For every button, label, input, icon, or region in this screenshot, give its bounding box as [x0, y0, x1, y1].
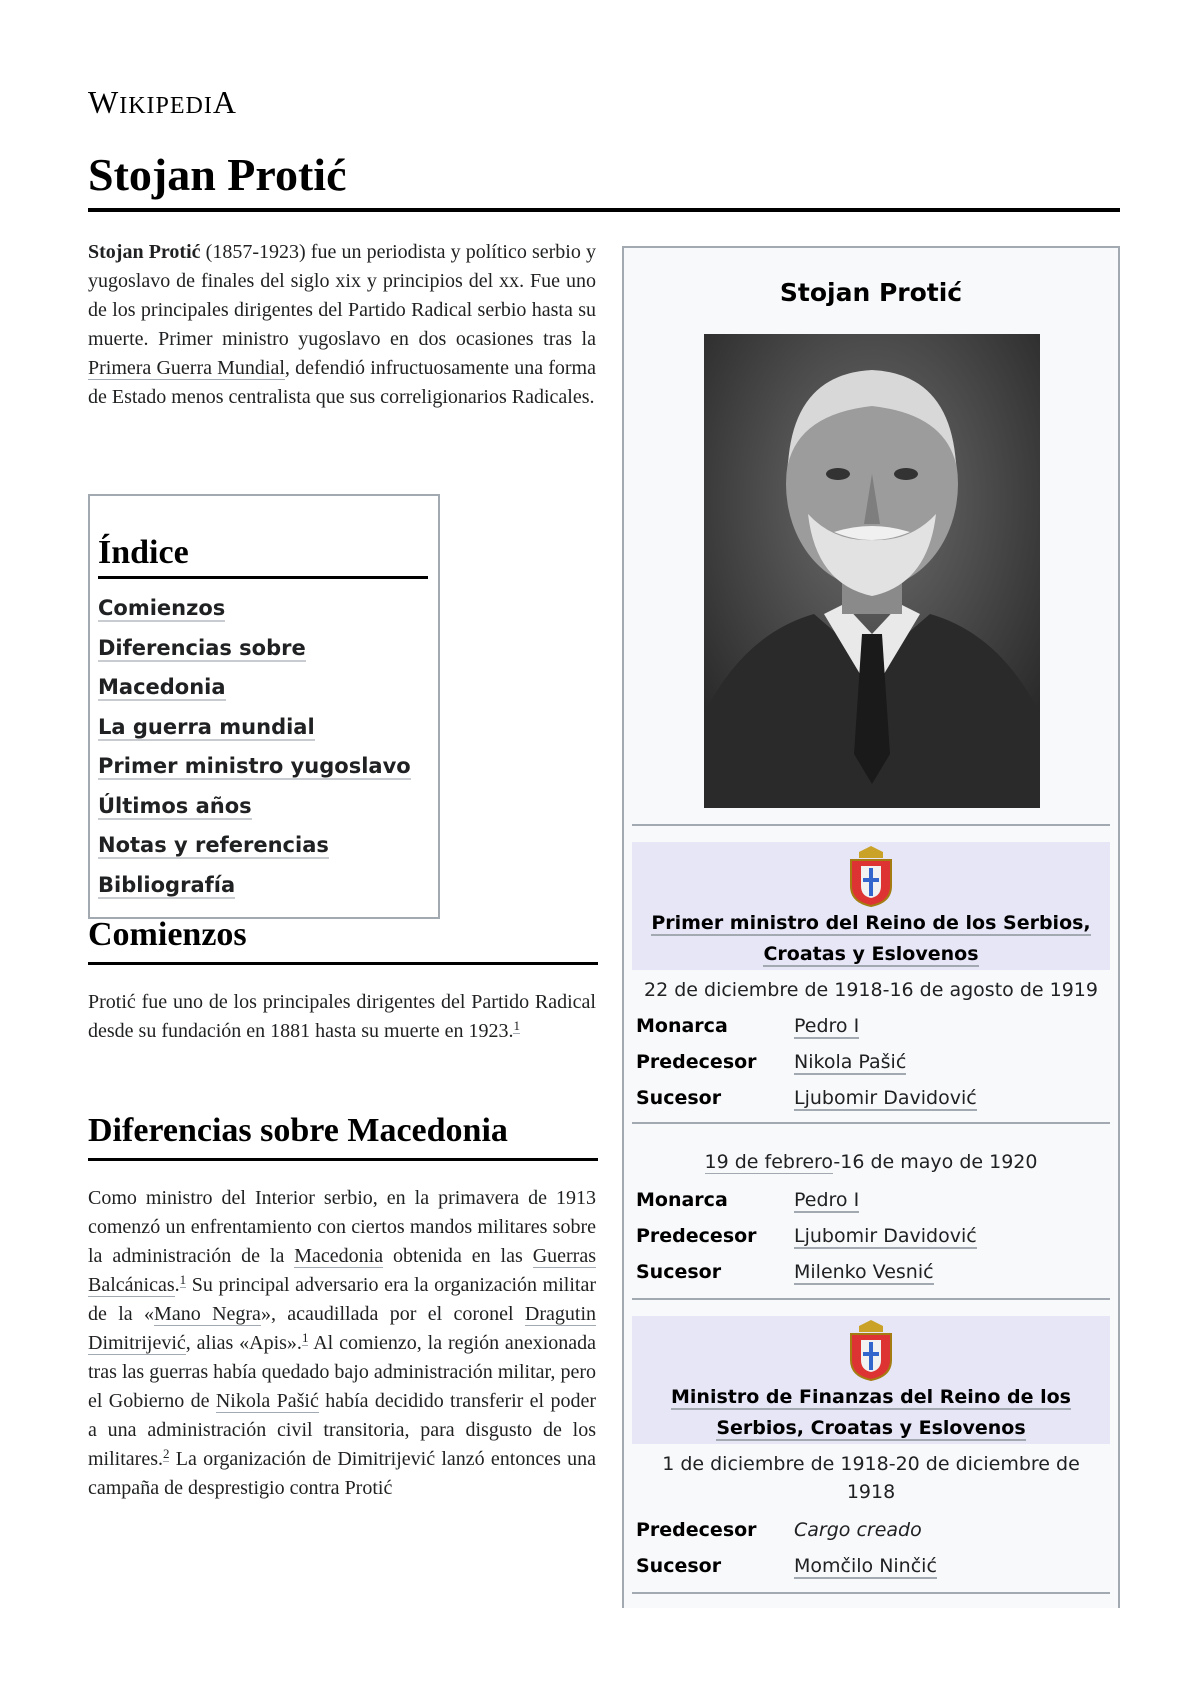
infobox-divider — [632, 824, 1110, 826]
link-macedonia[interactable]: Macedonia — [294, 1245, 384, 1267]
link-primera-guerra-mundial[interactable]: Primera Guerra Mundial — [88, 357, 285, 379]
reference-link[interactable]: 1 — [301, 1330, 309, 1345]
term-dates: 1 de diciembre de 1918-20 de diciembre de 1918 — [662, 1453, 1080, 1503]
toc-item-notas-referencias[interactable]: Notas y referencias — [98, 833, 329, 857]
portrait-image[interactable] — [704, 334, 1040, 808]
toc-item-bibliografia[interactable]: Bibliografía — [98, 872, 236, 897]
toc-item-comienzos[interactable]: Comienzos — [98, 596, 226, 620]
page-title: Stojan Protić — [88, 149, 347, 200]
coat-of-arms-icon — [845, 1320, 897, 1382]
title-divider — [88, 208, 1120, 212]
section-comienzos — [88, 988, 596, 1046]
toc-item-guerra-mundial[interactable]: La guerra mundial — [98, 714, 315, 739]
infobox-divider — [632, 1592, 1110, 1594]
link-sucesor[interactable]: Ljubomir Davidović — [794, 1087, 977, 1109]
term-dates: 22 de diciembre de 1918-16 de agosto de 1919 — [644, 979, 1098, 1001]
office-caption[interactable]: Primer ministro del Reino de los Serbios, Croatas y Eslovenos — [651, 912, 1091, 965]
office-caption[interactable]: Ministro de Finanzas del Reino de los Serbios, Croatas y Eslovenos — [671, 1386, 1071, 1439]
toc-item-ultimos-anos[interactable]: Últimos años — [98, 793, 252, 818]
intro-section — [88, 238, 596, 412]
link-sucesor[interactable]: Momčilo Ninčić — [794, 1555, 937, 1577]
wikipedia-logo[interactable]: WIKIPEDIA — [88, 84, 237, 120]
reference-link[interactable]: 1 — [179, 1272, 187, 1287]
link-monarca[interactable]: Pedro I — [794, 1015, 860, 1037]
link-monarca[interactable]: Pedro I — [794, 1189, 860, 1211]
intro-paragraph: Stojan Protić (1857-1923) fue un periodista y político serbio y yugoslavo de finales del siglo xix y principios del xx. Fue uno de los principales dirigentes del Partido Radical serbio hasta su muerte. Primer ministro yugoslavo en dos ocasiones tras la Primera Guerra Mundial, defendió infructuosamente una forma de Estado menos centralista que sus correligionarios Radicales. — [88, 241, 596, 408]
comienzos-paragraph: Protić fue uno de los principales dirigentes del Partido Radical desde su fundación en 1881 hasta su muerte en 1923.$^1$ — [88, 991, 596, 1042]
office-header-primer-ministro — [632, 842, 1110, 970]
section-heading-macedonia: Diferencias sobre Macedonia — [88, 1112, 598, 1161]
infobox-divider — [632, 1298, 1110, 1300]
coat-of-arms-icon — [845, 846, 897, 908]
term-dates: 19 de febrero-16 de mayo de 1920 — [704, 1151, 1038, 1173]
link-predecesor[interactable]: Nikola Pašić — [794, 1051, 907, 1073]
section-heading-comienzos: Comienzos — [88, 916, 598, 965]
link-dragutin-dimitrijevic[interactable]: Dragutin Dimitrijević — [88, 1303, 596, 1354]
infobox-title: Stojan Protić — [779, 278, 963, 307]
table-of-contents — [88, 494, 440, 919]
predecesor-value: Cargo creado — [794, 1519, 922, 1541]
intro-bold-name: Stojan Protić — [88, 241, 201, 263]
macedonia-paragraph: Como ministro del Interior serbio, en la primavera de 1913 comenzó un enfrentamiento con ciertos mandos militares sobre la administración de la Macedonia obtenida en las Guerras Balcánicas.$^1$ Su principal adversario era la organización militar de la «Mano Negra», acaudillada por el coronel Dragutin Dimitrijević, alias «Apis».$^1$ Al comienzo, la región anexionada tras las guerras había quedado bajo administración militar, pero el Gobierno de Nikola Pašić había decidido transferir el poder a una administración civil transitoria, para disgusto de los militares.$^2$ La organización de Dimitrijević lanzó entonces una campaña de desprestigio contra Protić — [88, 1187, 597, 1499]
office-header-ministro-finanzas — [632, 1316, 1110, 1444]
toc-heading: Índice — [98, 534, 428, 579]
toc-list — [98, 589, 428, 905]
link-date[interactable]: 19 de febrero — [704, 1151, 834, 1173]
link-predecesor[interactable]: Ljubomir Davidović — [794, 1225, 977, 1247]
toc-item-primer-ministro[interactable]: Primer ministro yugoslavo — [98, 754, 411, 778]
link-guerras-balcanicas[interactable]: Guerras Balcánicas — [88, 1245, 596, 1296]
toc-item-diferencias-macedonia[interactable]: Diferencias sobre Macedonia — [98, 635, 306, 699]
reference-link[interactable]: 1 — [513, 1018, 520, 1033]
portrait-photo — [704, 334, 1040, 808]
link-mano-negra[interactable]: Mano Negra — [154, 1303, 261, 1325]
link-sucesor[interactable]: Milenko Vesnić — [794, 1261, 934, 1283]
section-macedonia — [88, 1184, 596, 1503]
infobox-divider — [632, 1122, 1110, 1124]
infobox: Stojan Protić Primer ministro del Reino de los Serbios, Croatas y Eslovenos 22 de diciembre de 1918-16 de agosto de 1919 Monarca Pedro I Predecesor Nikola Pašić Sucesor Ljubomir Davidović 19 de febrero-16 de mayo de 1920 Monarca Pedro I Predecesor Ljubomir Davidović Sucesor Milenko Vesnić Ministro de Finanzas del Reino de los Serbios, Croatas y Eslovenos 1 de diciembre de 1918-20 de diciembre de 1918 Predecesor Cargo creado Sucesor Momčilo Ninčić — [622, 246, 1120, 1608]
reference-link[interactable]: 2 — [162, 1446, 170, 1461]
link-nikola-pasic[interactable]: Nikola Pašić — [215, 1390, 319, 1412]
